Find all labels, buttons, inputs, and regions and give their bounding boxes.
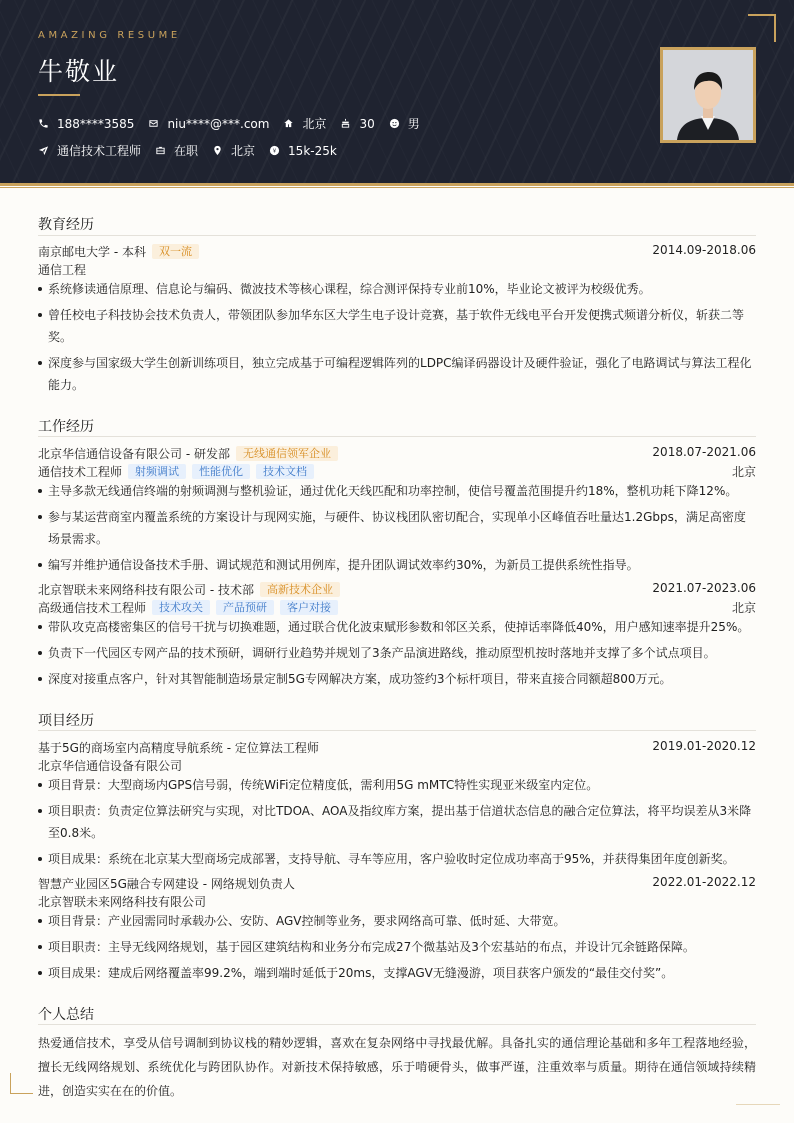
job-bullet: 带队攻克高楼密集区的信号干扰与切换难题，通过联合优化波束赋形参数和邻区关系，使掉话率降低40%，用户感知速率提升25%。: [38, 616, 756, 638]
skill-tag: 技术攻关: [152, 600, 210, 615]
job-bullet: 参与某运营商室内覆盖系统的方案设计与现网实施，与硬件、协议栈团队密切配合，实现单小区峰值吞吐量达1.2Gbps，满足高密度场景需求。: [38, 506, 756, 550]
projects-section-title: 项目经历: [38, 713, 94, 729]
job-company: 北京华信通信设备有限公司 - 研发部: [38, 447, 230, 461]
job-role-row: [38, 599, 756, 616]
company-tag: 无线通信领军企业: [236, 446, 338, 461]
education-date: 2014.09-2018.06: [652, 243, 756, 257]
education-bullet: 曾任校电子科技协会技术负责人，带领团队参加华东区大学生电子设计竞赛，基于软件无线电平台开发便携式频谱分析仪，斩获二等奖。: [38, 304, 756, 348]
project-bullet: 项目成果：建成后网络覆盖率99.2%，端到端时延低于20ms，支撑AGV无缝漫游，项目获客户颁发的“最佳交付奖”。: [38, 962, 756, 984]
corner-decoration: [10, 1073, 33, 1094]
project-header: [38, 875, 756, 892]
education-bullet: 深度参与国家级大学生创新训练项目，独立完成基于可编程逻辑阵列的LDPC编译码器设计及硬件验证，强化了电路调试与算法工程化能力。: [38, 352, 756, 396]
skill-tag: 客户对接: [280, 600, 338, 615]
project-bullet: 项目成果：系统在北京某大型商场完成部署，支持导航、寻车等应用，客户验收时定位成功率高于95%，并获得集团年度创新奖。: [38, 848, 756, 870]
education-major: 通信工程: [38, 263, 87, 277]
project-company: 北京智联未来网络科技有限公司: [38, 895, 207, 909]
home-info: [283, 115, 326, 132]
contact-row: [38, 115, 434, 132]
home-text: 北京: [302, 117, 327, 131]
email-info: [148, 117, 269, 131]
school-tag: 双一流: [152, 244, 199, 259]
avatar-portrait: [663, 50, 753, 140]
project-name: 基于5G的商场室内高精度导航系统 - 定位算法工程师: [38, 741, 319, 755]
home-icon: [283, 118, 294, 129]
send-icon: [38, 145, 49, 156]
skill-tag: 产品预研: [216, 600, 274, 615]
status-text: 在职: [174, 144, 199, 158]
gender-info: [389, 115, 420, 132]
job-intent-row: [38, 142, 351, 159]
mail-icon: [148, 118, 159, 129]
status-info: [155, 142, 198, 159]
project-bullet: 项目背景：产业园需同时承载办公、安防、AGV控制等业务，要求网络高可靠、低时延、大带宽。: [38, 910, 756, 932]
city-info: [212, 142, 255, 159]
briefcase-icon: [155, 145, 166, 156]
gender-icon: [389, 118, 400, 129]
job-header: [38, 445, 756, 462]
skill-tag: 射频调试: [128, 464, 186, 479]
city-text: 北京: [231, 144, 256, 158]
section-divider: [38, 1024, 756, 1025]
project-bullet: 项目职责：主导无线网络规划，基于园区建筑结构和业务分布完成27个微基站及3个宏基站的布点，并设计冗余链路保障。: [38, 936, 756, 958]
cake-icon: [340, 118, 351, 129]
position-text: 通信技术工程师: [57, 144, 142, 158]
work-section-title: 工作经历: [38, 419, 94, 435]
header-divider: [0, 187, 794, 188]
age-info: [340, 117, 374, 131]
salary-info: [269, 144, 337, 158]
phone-text: 188****3585: [57, 116, 135, 131]
project-date: 2019.01-2020.12: [652, 739, 756, 753]
salary-text: 15k-25k: [288, 143, 337, 158]
phone-info: [38, 117, 134, 131]
job-bullet: 深度对接重点客户，针对其智能制造场景定制5G专网解决方案，成功签约3个标杆项目，带来直接合同额超800万元。: [38, 668, 756, 690]
job-date: 2021.07-2023.06: [652, 581, 756, 595]
name-underline: [38, 94, 80, 96]
project-date: 2022.01-2022.12: [652, 875, 756, 889]
gender-text: 男: [407, 117, 420, 131]
summary-section-title: 个人总结: [38, 1007, 94, 1023]
age-text: 30: [359, 116, 375, 131]
location-pin-icon: [212, 145, 223, 156]
salary-icon: [269, 145, 280, 156]
job-role: 高级通信技术工程师: [38, 601, 147, 615]
email-text: niu****@***.com: [167, 116, 270, 131]
job-city: 北京: [731, 465, 756, 479]
corner-decoration: [736, 1104, 780, 1105]
job-bullet: 编写并维护通信设备技术手册、调试规范和测试用例库，提升团队调试效率约30%，为新员工提供系统性指导。: [38, 554, 756, 576]
education-header: [38, 243, 756, 260]
job-role: 通信技术工程师: [38, 465, 123, 479]
skill-tag: 技术文档: [256, 464, 314, 479]
job-city: 北京: [731, 601, 756, 615]
corner-decoration: [748, 14, 776, 42]
job-role-row: [38, 463, 756, 480]
education-section-title: 教育经历: [38, 217, 94, 233]
skill-tag: 性能优化: [192, 464, 250, 479]
project-name: 智慧产业园区5G融合专网建设 - 网络规划负责人: [38, 877, 295, 891]
avatar: [660, 47, 756, 143]
phone-icon: [38, 118, 49, 129]
tagline: AMAZING RESUME: [38, 30, 181, 41]
section-divider: [38, 730, 756, 731]
svg-text:¥: ¥: [272, 148, 277, 155]
school-name: 南京邮电大学 - 本科: [38, 245, 146, 259]
project-bullet: 项目背景：大型商场内GPS信号弱，传统WiFi定位精度低，需利用5G mMTC特性实现亚米级室内定位。: [38, 774, 756, 796]
job-bullet: 主导多款无线通信终端的射频调测与整机验证，通过优化天线匹配和功率控制，使信号覆盖范围提升约18%，整机功耗下降12%。: [38, 480, 756, 502]
education-bullet: 系统修读通信原理、信息论与编码、微波技术等核心课程，综合测评保持专业前10%，毕业论文被评为校级优秀。: [38, 278, 756, 300]
project-header: [38, 739, 756, 756]
job-company: 北京智联未来网络科技有限公司 - 技术部: [38, 583, 254, 597]
position-info: [38, 142, 141, 159]
job-bullet: 负责下一代园区专网产品的技术预研，调研行业趋势并规划了3条产品演进路线，推动原型机按时落地并支撑了多个试点项目。: [38, 642, 756, 664]
job-header: [38, 581, 756, 598]
candidate-name: 牛敬业: [38, 57, 120, 86]
section-divider: [38, 436, 756, 437]
project-bullet: 项目职责：负责定位算法研究与实现，对比TDOA、AOA及指纹库方案，提出基于信道状态信息的融合定位算法，将平均误差从3米降至0.8米。: [38, 800, 756, 844]
job-date: 2018.07-2021.06: [652, 445, 756, 459]
company-tag: 高新技术企业: [260, 582, 340, 597]
summary-text: 热爱通信技术，享受从信号调制到协议栈的精妙逻辑，喜欢在复杂网络中寻找最优解。具备扎实的通信理论基础和多年工程落地经验，擅长无线网络规划、系统优化与跨团队协作。对新技术保持敏感，乐于啃硬骨头，做事严谨，注重效率与质量。期待在通信领域持续精进，创造实实在在的价值。: [38, 1036, 756, 1098]
section-divider: [38, 235, 756, 236]
project-company: 北京华信通信设备有限公司: [38, 759, 183, 773]
